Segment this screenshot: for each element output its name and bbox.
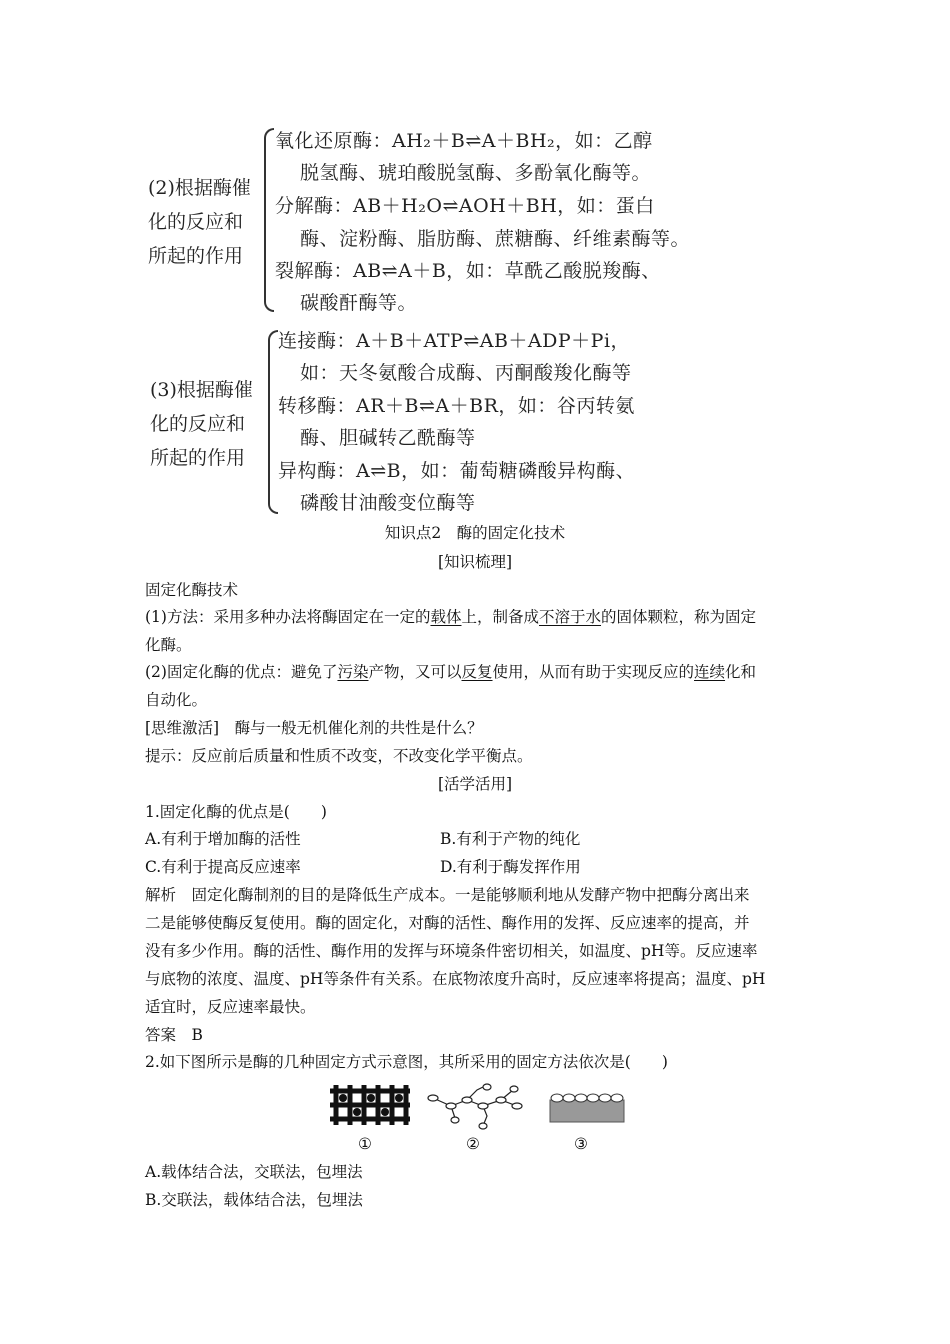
embedding-lattice-figure xyxy=(328,1083,412,1127)
practice-heading: [活学活用] xyxy=(437,775,513,793)
section3-line: 转移酶：AR＋B⇌A＋BR，如：谷丙转氨 xyxy=(278,395,635,417)
section2-label-line: 所起的作用 xyxy=(148,245,244,267)
section2-brace xyxy=(264,128,274,312)
q1-analysis-line: 解析 固定化酶制剂的目的是降低生产成本。一是能够顺利地从发酵产物中把酶分离出来 xyxy=(145,886,750,904)
section2-line: 氧化还原酶：AH₂＋B⇌A＋BH₂，如：乙醇 xyxy=(275,130,653,152)
fig-label-3: ③ xyxy=(574,1135,588,1153)
q1-option-b: B.有利于产物的纯化 xyxy=(440,830,581,848)
q1-option-a: A.有利于增加酶的活性 xyxy=(145,830,301,848)
section2-line: 碳酸酐酶等。 xyxy=(300,292,418,314)
section2-line: 酶、淀粉酶、脂肪酶、蔗糖酶、纤维素酶等。 xyxy=(300,228,691,250)
advantage-prefix: (2)固定化酶的优点：避免了 xyxy=(145,663,338,681)
advantage-pollution: 污染 xyxy=(337,663,369,681)
section3-line: 连接酶：A＋B＋ATP⇌AB＋ADP＋Pi， xyxy=(278,330,631,352)
method-line2: 化酶。 xyxy=(145,636,192,654)
section3-label-line: 化的反应和 xyxy=(150,413,246,435)
section3-line: 异构酶：A⇌B，如：葡萄糖磷酸异构酶、 xyxy=(278,460,636,482)
method-mid: 上，制备成 xyxy=(461,608,539,626)
q1-analysis-line: 没有多少作用。酶的活性、酶作用的发挥与环境条件密切相关，如温度、pH等。反应速率 xyxy=(145,942,758,960)
section3-label-line: (3)根据酶催 xyxy=(150,379,253,401)
method-line xyxy=(145,605,756,627)
q2-option-a: A.载体结合法，交联法，包埋法 xyxy=(145,1163,363,1181)
fig-label-2: ② xyxy=(466,1135,480,1153)
knowledge-point-title: 知识点2 酶的固定化技术 xyxy=(384,524,566,542)
q1-stem: 1.固定化酶的优点是( ) xyxy=(145,803,327,821)
section2-label-line: 化的反应和 xyxy=(148,211,244,233)
section3-label xyxy=(150,373,253,475)
hint-text: 提示：反应前后质量和性质不改变，不改变化学平衡点。 xyxy=(145,747,533,765)
section3-line: 如：天冬氨酸合成酶、丙酮酸羧化酶等 xyxy=(300,362,632,384)
section3-line: 酶、胆碱转乙酰酶等 xyxy=(300,427,476,449)
method-prefix: (1)方法：采用多种办法将酶固定在一定的 xyxy=(145,608,431,626)
carrier-binding-figure xyxy=(549,1090,625,1124)
section3-label-line: 所起的作用 xyxy=(150,447,246,469)
thinking-question: [思维激活] 酶与一般无机催化剂的共性是什么？ xyxy=(145,719,483,737)
method-suffix: 的固体颗粒，称为固定 xyxy=(601,608,757,626)
section2-label-line: (2)根据酶催 xyxy=(148,177,251,199)
section2-line: 分解酶：AB＋H₂O⇌AOH＋BH，如：蛋白 xyxy=(275,195,655,217)
q2-option-b: B.交联法，载体结合法，包埋法 xyxy=(145,1191,363,1209)
q1-analysis-line: 适宜时，反应速率最快。 xyxy=(145,998,316,1016)
advantage-line xyxy=(145,660,756,682)
section2-label xyxy=(148,171,251,273)
advantage-mid2: 使用，从而有助于实现反应的 xyxy=(492,663,695,681)
q1-answer: 答案 B xyxy=(145,1026,203,1044)
fig-label-1: ① xyxy=(358,1135,372,1153)
section3-brace xyxy=(268,330,278,514)
method-carrier: 载体 xyxy=(430,608,462,626)
q1-option-c: C.有利于提高反应速率 xyxy=(145,858,301,876)
crosslink-network-figure xyxy=(425,1082,527,1132)
advantage-line2: 自动化。 xyxy=(145,691,208,709)
q2-stem: 2.如下图所示是酶的几种固定方式示意图，其所采用的固定方法依次是( ) xyxy=(145,1053,668,1071)
section2-line: 裂解酶：AB⇌A＋B，如：草酰乙酸脱羧酶、 xyxy=(275,260,661,282)
advantage-mid1: 产物，又可以 xyxy=(368,663,462,681)
q1-analysis-line: 与底物的浓度、温度、pH等条件有关系。在底物浓度升高时，反应速率将提高；温度、pH xyxy=(145,970,766,988)
q1-option-d: D.有利于酶发挥作用 xyxy=(440,858,581,876)
q1-analysis-line: 二是能够使酶反复使用。酶的固定化，对酶的活性、酶作用的发挥、反应速率的提高，并 xyxy=(145,914,750,932)
advantage-continuous: 连续 xyxy=(694,663,726,681)
advantage-repeat: 反复 xyxy=(461,663,493,681)
section3-line: 磷酸甘油酸变位酶等 xyxy=(300,492,476,514)
section2-line: 脱氢酶、琥珀酸脱氢酶、多酚氧化酶等。 xyxy=(300,162,652,184)
method-insoluble: 不溶于水 xyxy=(539,608,602,626)
topic-heading: 固定化酶技术 xyxy=(145,581,239,599)
advantage-suffix: 化和 xyxy=(725,663,757,681)
knowledge-review-heading: [知识梳理] xyxy=(437,553,513,571)
